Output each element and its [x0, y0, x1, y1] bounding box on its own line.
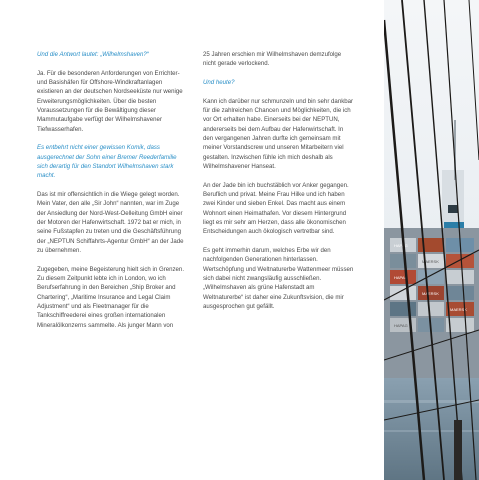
container-label: HAPAG — [394, 243, 408, 248]
interview-answer: Zugegeben, meine Begeisterung hielt sich in Grenzen. Zu diesem Zeitpunkt lebte ich in London, wo ich Berufserfahrung in den Bereichen „Ship Broker and Chartering“, „Maritime Insurance and Legal Claim Adjustment“ und als Fleetmanager für die Tankschiffreederei eines großen internationalen Mineralölkonzerns sammelte. Als junger Mann von — [37, 265, 185, 329]
interview-answer: Kann ich darüber nur schmunzeln und bin sehr dankbar für die zahlreichen Chancen und Möglichkeiten, die ich vor Ort erhalten habe. Einerseits bei der NEPTUN, andererseits bei dem Aufbau der Hafenwirtschaft. In den vergangenen Jahren durfte ich gemeinsam mit meiner Vorstandscrew und unseren Mitarbeitern viel gestalten. Inzwischen fühle ich mich deshalb als Wilhelmshavener Hanseat. — [203, 97, 354, 171]
text-column-middle — [203, 50, 355, 321]
interview-answer: Das ist mir offensichtlich in die Wiege gelegt worden. Mein Vater, den alle „Sir John“ nannten, war im Zuge der Ansiedlung der Nord-West-Oelleitung GmbH einer der Motoren der Hafenwirtschaft. 1972 bat er mich, in seine Fußstapfen zu treten und die Geschäftsführung der „NEPTUN Schiffahrts-Agentur GmbH“ an der Jade zu übernehmen. — [37, 191, 184, 255]
interview-question: Und die Antwort lautet: „Wilhelmshaven?“ — [37, 51, 149, 58]
container-label: HAPAG — [394, 275, 408, 280]
harbour-photo — [384, 0, 479, 480]
interview-answer: An der Jade bin ich buchstäblich vor Anker gegangen. Beruflich und privat. Meine Frau Hilke und ich haben zwei Kinder und sieben Enkel. Das macht aus einem Wohnort einen Heimathafen. Vor diesem Hintergrund liegt es mir sehr am Herzen, dass alle ökonomischen Entscheidungen auch ökologisch vertretbar sind. — [203, 181, 349, 236]
container-label: MAERSK — [422, 259, 439, 264]
container-label: MAERSK — [422, 291, 439, 296]
container-label: MAERSK — [450, 307, 467, 312]
text-column-left — [37, 50, 185, 339]
interview-question: Und heute? — [203, 78, 235, 86]
container-label: HAPAG — [394, 323, 408, 328]
interview-answer: Ja. Für die besonderen Anforderungen von Errichter- und Basishäfen für Offshore-Windkraftanlagen existieren an der deutschen Nordseeküste nur wenige Erweiterungsmöglichkeiten. Über die besten Voraussetzungen für die Bewältigung dieser Mammutaufgabe verfügt der Wilhelmshavener Tiefwasserhafen. — [37, 69, 183, 133]
interview-answer: 25 Jahren erschien mir Wilhelmshaven demzufolge nicht gerade verlockend. — [203, 51, 342, 68]
interview-answer: Es geht immerhin darum, welches Erbe wir den nachfolgenden Generationen hinterlassen. Wertschöpfung und Weltnaturerbe Wattenmeer müssen sich dabei nicht zwangsläufig ausschließen. „Wilhelmshaven als grüne Hafenstadt am Weltnaturerbe“ ist daher eine Zukunftsvision, die mir ausgesprochen gut gefällt. — [203, 247, 354, 311]
interview-question: Es entbehrt nicht einer gewissen Komik, dass ausgerechnet der Sohn einer Bremer Reederfamilie sich derartig für den Standort Wilhelmshaven stark macht. — [37, 144, 177, 180]
